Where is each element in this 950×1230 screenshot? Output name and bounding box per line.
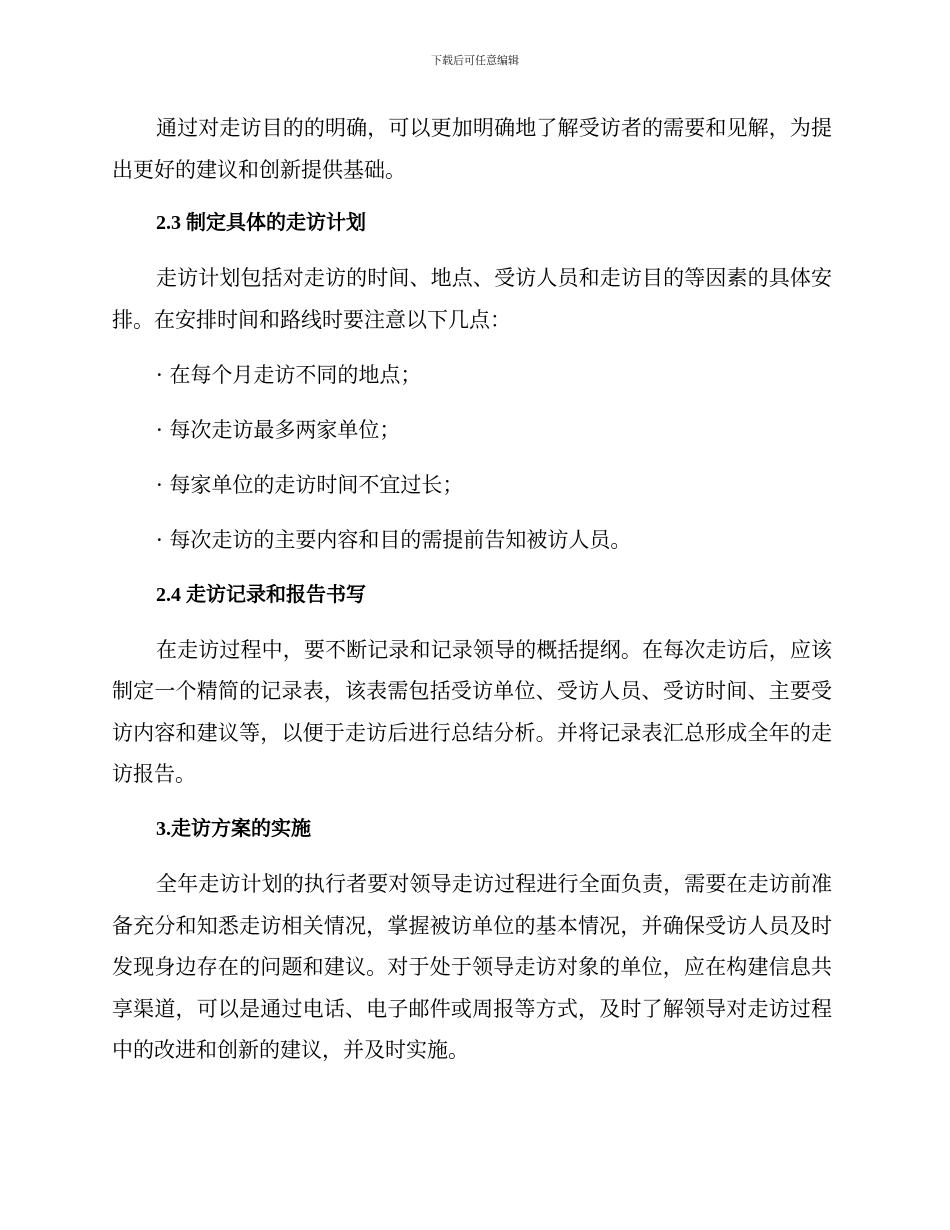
spacer bbox=[112, 396, 832, 410]
spacer bbox=[112, 561, 832, 575]
spacer bbox=[112, 851, 832, 865]
section-2-3-heading: 2.3 制定具体的走访计划 bbox=[156, 212, 366, 234]
section-3-paragraph: 全年走访计划的执行者要对领导走访过程进行全面负责，需要在走访前准备充分和知悉走访相关情况，掌握被访单位的基本情况，并确保受访人员及时发现身边存在的问题和建议。对于处于领导走访对象的单位，应在构建信息共享渠道，可以是通过电话、电子邮件或周报等方式，及时了解领导对走访过程中的改进和创新的建议，并及时实施。 bbox=[112, 872, 832, 1062]
spacer bbox=[112, 341, 832, 355]
page-header: 下载后可任意编辑 bbox=[431, 54, 519, 67]
spacer bbox=[112, 506, 832, 520]
spacer bbox=[112, 245, 832, 259]
bullet-item: · 在每个月走访不同的地点； bbox=[156, 362, 422, 387]
section-2-4-heading: 2.4 走访记录和报告书写 bbox=[156, 583, 366, 606]
bullet-item: · 每家单位的走访时间不宜过长； bbox=[156, 472, 464, 497]
bullet-item: · 每次走访最多两家单位； bbox=[156, 417, 401, 442]
section-2-4-paragraph: 在走访过程中，要不断记录和记录领导的概括提纲。在每次走访后，应该制定一个精简的记录表，该表需包括受访单位、受访人员、受访时间、主要受访内容和建议等，以便于走访后进行总结分析。并将记录表汇总形成全年的走访报告。 bbox=[112, 637, 832, 786]
bullet-item: · 每次走访的主要内容和目的需提前告知被访人员。 bbox=[156, 527, 632, 552]
intro-paragraph: 通过对走访目的的明确，可以更加明确地了解受访者的需要和见解，为提出更好的建议和创新提供基础。 bbox=[112, 116, 832, 182]
spacer bbox=[112, 616, 832, 630]
spacer bbox=[112, 796, 832, 810]
spacer bbox=[112, 451, 832, 465]
section-3-heading: 3.走访方案的实施 bbox=[156, 818, 311, 840]
section-2-3-paragraph: 走访计划包括对走访的时间、地点、受访人员和走访目的等因素的具体安排。在安排时间和路线时要注意以下几点： bbox=[112, 266, 832, 332]
document-body bbox=[112, 108, 832, 1072]
spacer bbox=[112, 191, 832, 203]
